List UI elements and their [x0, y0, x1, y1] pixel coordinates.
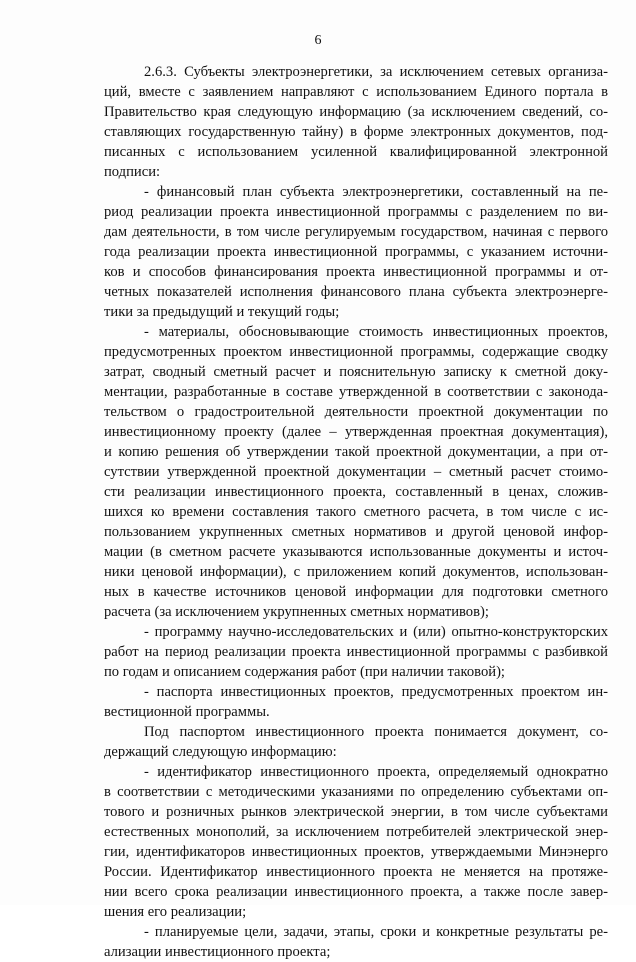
page-number: 6: [314, 33, 322, 48]
text-line: расчета (за исключением укрупненных сметных нормативов);: [104, 604, 489, 620]
text-line: дам деятельности, в том числе регулируемым государством, начиная с первого: [104, 224, 608, 240]
paragraph: [104, 622, 608, 682]
text-line: сутствии утвержденной проектной документации – сметный расчет стоимо-: [104, 464, 608, 480]
text-line: и копию решения об утверждении такой проектной документации, а при от-: [104, 444, 608, 460]
text-line: ций, вместе с заявлением направляют с использованием Единого портала в: [104, 84, 608, 100]
text-line: России. Идентификатор инвестиционного проекта не меняется на протяже-: [104, 864, 608, 880]
text-line: Под паспортом инвестиционного проекта понимается документ, со-: [144, 724, 608, 740]
text-line: риод реализации проекта инвестиционной программы с разделением по ви-: [104, 204, 608, 220]
text-line: по годам и описанием содержания работ (при наличии таковой);: [104, 664, 505, 680]
text-line: шихся ко времени составления такого сметного расчета, в том числе с ис-: [104, 504, 608, 520]
text-line: подписи:: [104, 164, 161, 180]
text-line: года реализации проекта инвестиционной программы, с указанием источни-: [104, 244, 608, 260]
text-line: - идентификатор инвестиционного проекта, определяемый однократно: [144, 764, 608, 780]
paragraph: [104, 182, 608, 322]
text-line: пользованием укрупненных сметных нормативов и другой ценовой инфор-: [104, 524, 608, 540]
paragraph: [104, 62, 608, 182]
text-line: ализации инвестиционного проекта;: [104, 944, 331, 960]
paragraph: [104, 682, 608, 722]
paragraph: [104, 922, 608, 962]
paragraph: [104, 322, 608, 622]
text-line: четных показателей исполнения финансового плана субъекта электроэнерге-: [104, 284, 608, 300]
text-line: ставляющих государственную тайну) в форме электронных документов, под-: [104, 124, 608, 140]
text-line: в соответствии с методическими указаниями по определению субъектами оп-: [104, 784, 608, 800]
text-line: тового и розничных рынков электрической энергии, в том числе субъектами: [104, 804, 608, 820]
text-line: - планируемые цели, задачи, этапы, сроки и конкретные результаты ре-: [144, 924, 608, 940]
text-line: ментации, разработанные в составе утвержденной в соответствии с законода-: [104, 384, 608, 400]
text-line: - паспорта инвестиционных проектов, предусмотренных проектом ин-: [144, 684, 608, 700]
text-line: держащий следующую информацию:: [104, 744, 337, 760]
text-line: естественных монополий, за исключением потребителей электрической энер-: [104, 824, 608, 840]
text-line: предусмотренных проектом инвестиционной программы, содержащие сводку: [104, 344, 608, 360]
text-line: гии, идентификаторов инвестиционных проектов, утверждаемыми Минэнерго: [104, 844, 608, 860]
text-line: нии всего срока реализации инвестиционного проекта, а также после завер-: [104, 884, 608, 900]
text-line: вестиционной программы.: [104, 704, 270, 720]
text-line: затрат, сводный сметный расчет и пояснительную записку к сметной доку-: [104, 364, 608, 380]
text-line: шения его реализации;: [104, 904, 247, 920]
text-line: тики за предыдущий и текущий годы;: [104, 304, 340, 320]
text-line: инвестиционному проекту (далее – утвержденная проектная документация),: [104, 424, 608, 440]
text-line: 2.6.3. Субъекты электроэнергетики, за исключением сетевых организа-: [144, 64, 608, 80]
text-line: мации (в сметном расчете указываются использованные документы и источ-: [104, 544, 608, 560]
text-line: - программу научно-исследовательских и (или) опытно-конструкторских: [144, 624, 608, 640]
text-line: ных в качестве источников ценовой информации для подготовки сметного: [104, 584, 608, 600]
text-line: - финансовый план субъекта электроэнергетики, составленный на пе-: [144, 184, 608, 200]
text-line: ники ценовой информации), с приложением копий документов, использован-: [104, 564, 608, 580]
paragraph: [104, 722, 608, 762]
text-line: Правительство края следующую информацию (за исключением сведений, со-: [104, 104, 608, 120]
paragraph: [104, 762, 608, 922]
document-body: [104, 62, 608, 962]
text-line: писанных с использованием усиленной квалифицированной электронной: [104, 144, 608, 160]
text-line: сти реализации инвестиционного проекта, составленный в ценах, сложив-: [104, 484, 608, 500]
text-line: - материалы, обосновывающие стоимость инвестиционных проектов,: [144, 324, 608, 340]
text-line: работ на период реализации проекта инвестиционной программы с разбивкой: [104, 644, 608, 660]
text-line: ков и способов финансирования проекта инвестиционной программы и от-: [104, 264, 608, 280]
text-line: тельством о градостроительной деятельности проектной документации по: [104, 404, 608, 420]
